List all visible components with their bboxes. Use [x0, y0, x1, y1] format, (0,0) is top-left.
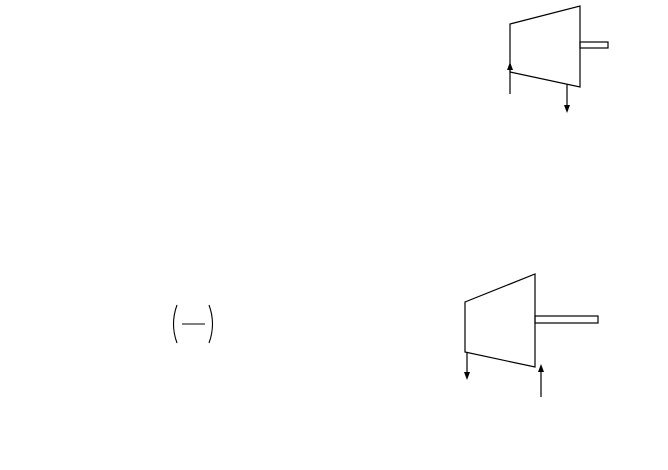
turbine-shaft: [580, 42, 608, 48]
compressor-body-shape: [465, 274, 535, 367]
compressor-outlet-arrow-icon: [464, 372, 470, 380]
turbine-outlet-arrow-icon: [564, 105, 570, 113]
compressor-diagram: [455, 262, 605, 402]
turbine-body-shape: [510, 6, 580, 87]
compressor-shaft: [535, 316, 598, 323]
turbine-diagram: [490, 4, 620, 134]
turbine-inlet-arrow-icon: [507, 62, 513, 70]
pressure-ratio-brackets: [169, 302, 217, 346]
compressor-inlet-arrow-icon: [538, 364, 544, 372]
